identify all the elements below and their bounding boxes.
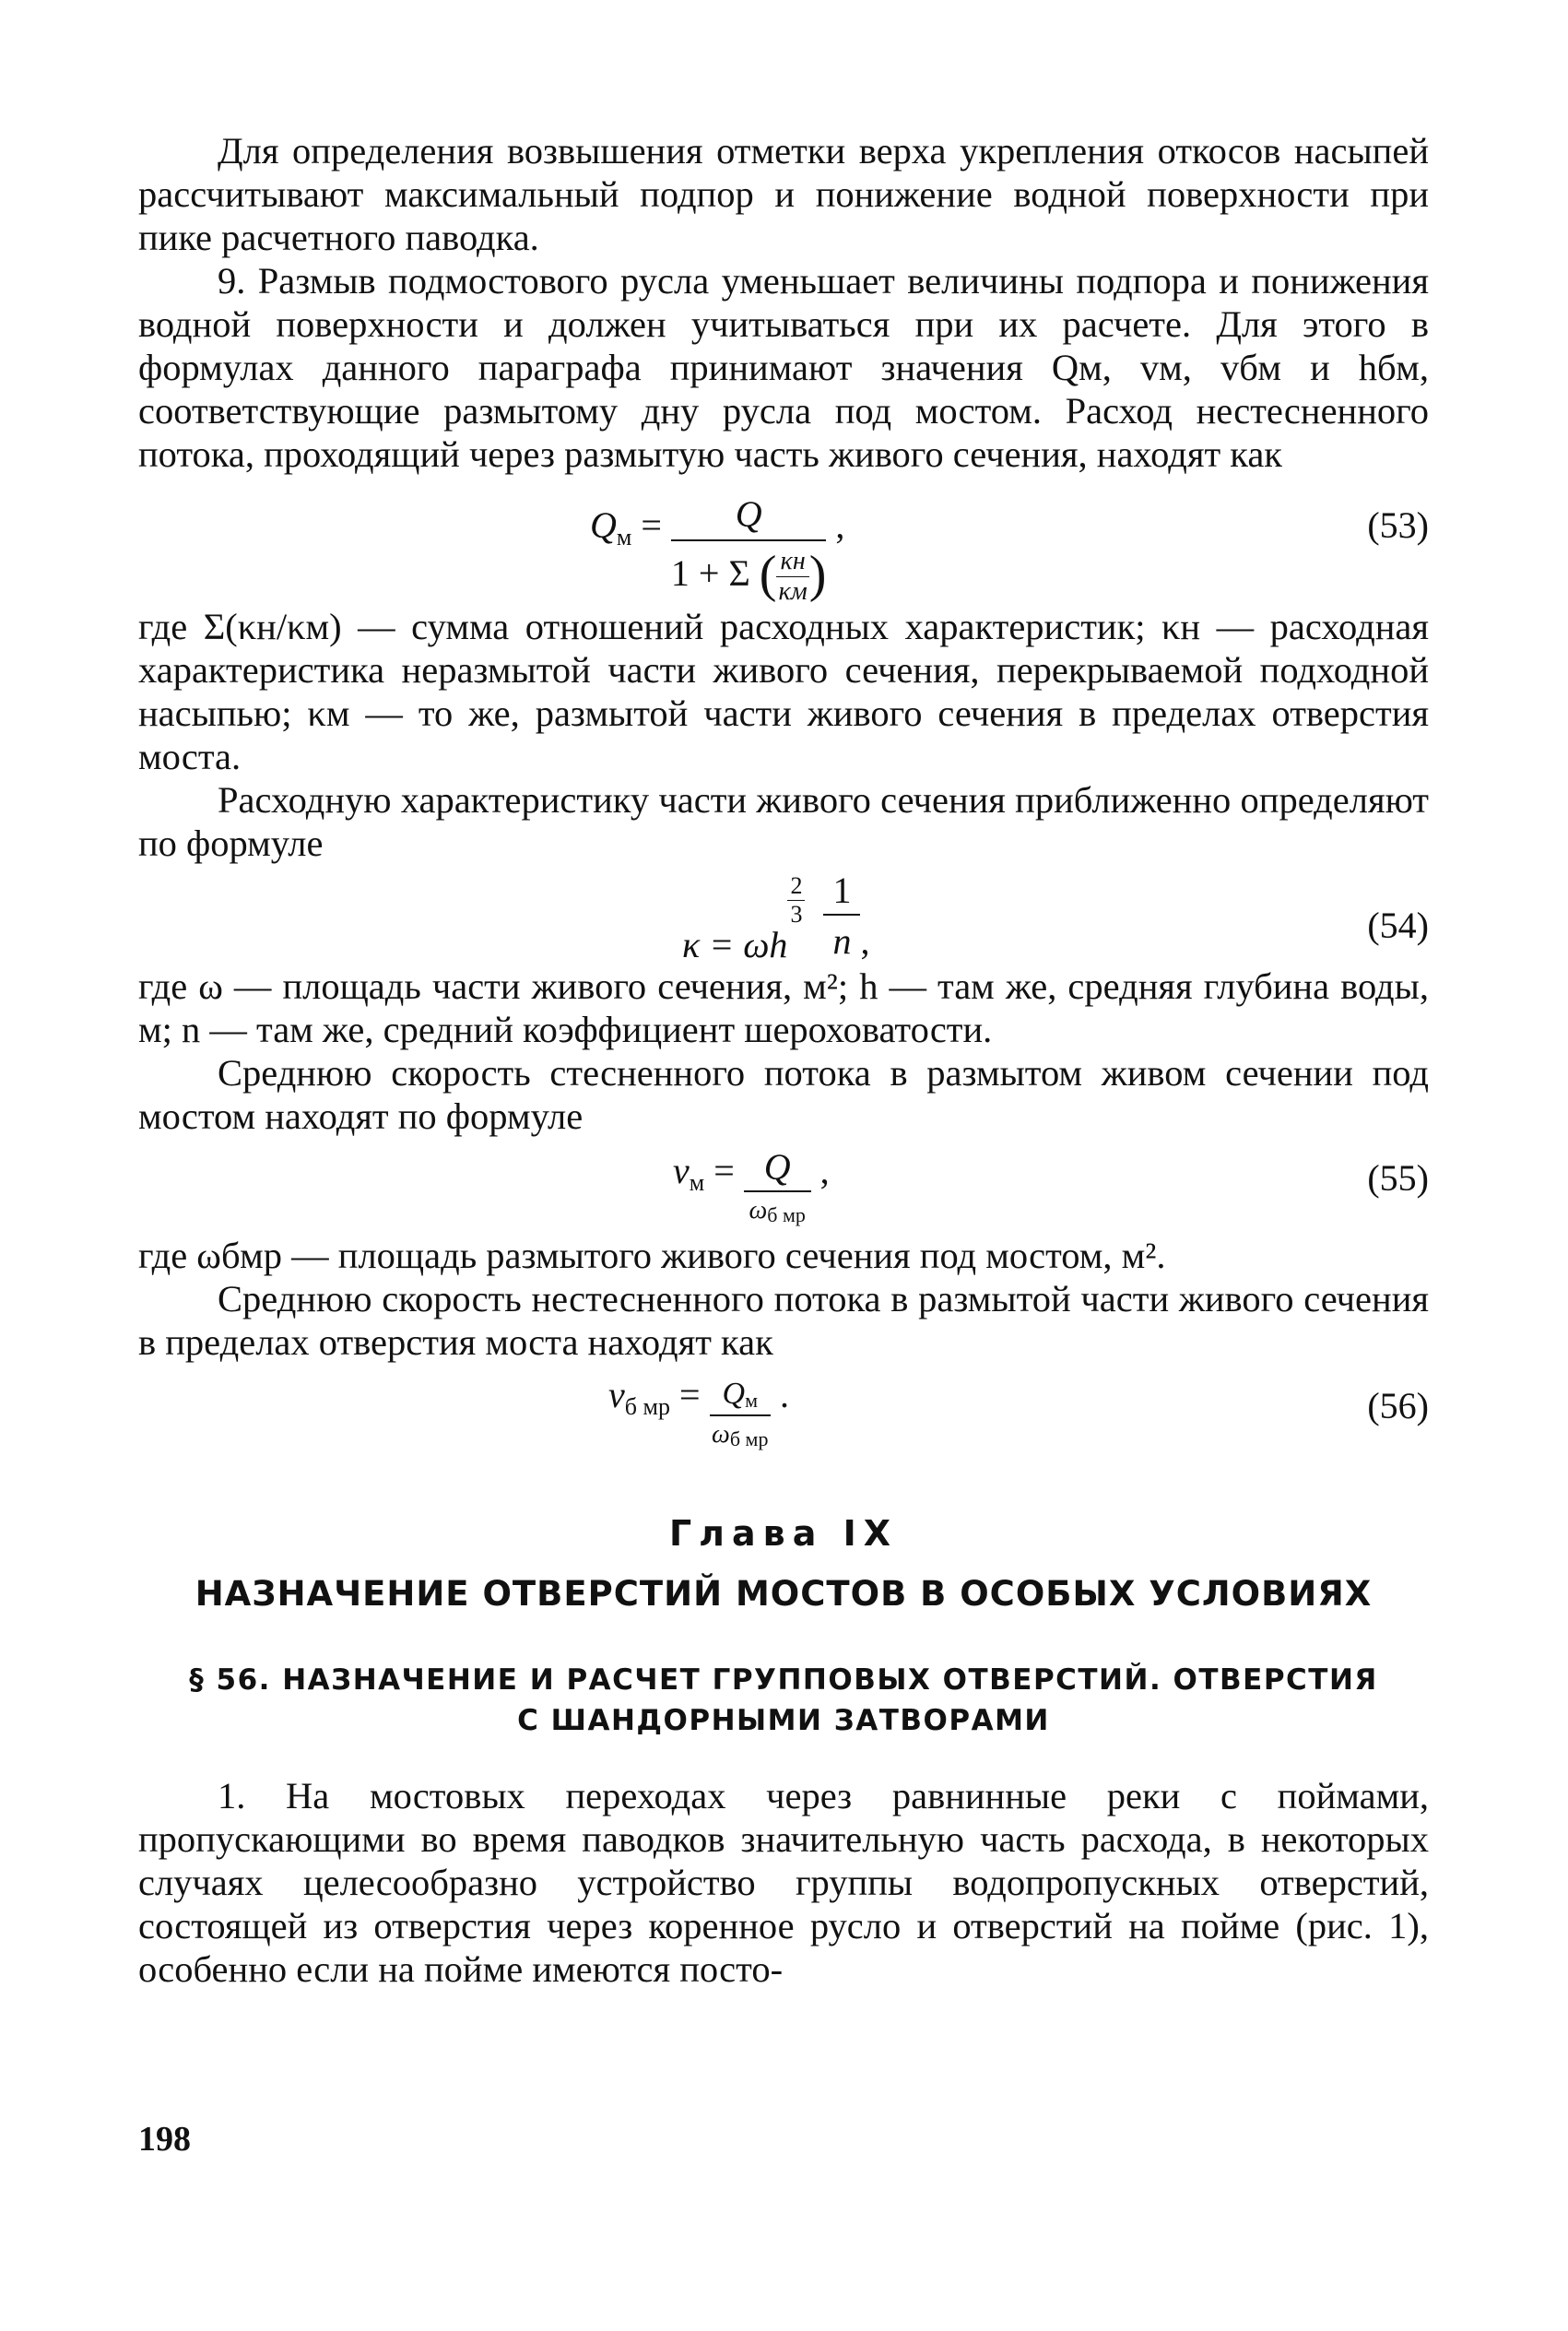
formula-53-inner-fraction: $\frac{\kappa н}{\kappa м}$	[776, 547, 808, 607]
formula-55-fraction: $\frac{Q}{\text{ωб мр}}$	[744, 1145, 811, 1227]
formula-54-lhs: κ = ωh	[682, 924, 788, 965]
formula-53-numerator: Q	[671, 492, 827, 541]
paragraph-where-omega-bmr: где ωбмр — площадь размытого живого сечения под мостом, м².	[138, 1235, 1166, 1276]
formula-53-lhs: Q	[590, 504, 617, 546]
formula-53-fraction	[671, 492, 827, 607]
formula-53-lhs-sub: м	[616, 524, 632, 550]
section-title-line-1: § 56. НАЗНАЧЕНИЕ И РАСЧЕТ ГРУППОВЫХ ОТВЕРСТИЙ. ОТВЕРСТИЯ	[189, 1663, 1378, 1697]
formula-53: $Q_м$ = Q 1 + Σ ( $\frac{\kappa н}{\kappa м}$ ) , (53)	[590, 493, 1429, 607]
formula-54-exponent: $\frac{2}{3}$	[787, 872, 805, 929]
formula-56-lhs: v	[608, 1374, 625, 1415]
document-page	[138, 129, 1429, 1991]
equation-number-53: (53)	[1367, 504, 1429, 546]
formula-54-fraction: $\frac{1}{n}$	[823, 869, 860, 963]
equation-number-55: (55)	[1367, 1157, 1429, 1199]
formula-56: $v_{б мр}$ = $\frac{Qм}{\text{ωб мр}}$ . (56)	[608, 1374, 1429, 1450]
formula-55-lhs: v	[673, 1150, 690, 1191]
equation-number-54: (54)	[1367, 905, 1429, 946]
chapter-title: НАЗНАЧЕНИЕ ОТВЕРСТИЙ МОСТОВ В ОСОБЫХ УСЛОВИЯХ	[195, 1574, 1373, 1614]
formula-54: κ = ωh $\frac{2}{3}$ $\frac{1}{n}$ , (54)	[682, 870, 1429, 965]
formula-53-denominator: 1 + Σ ( $\frac{\kappa н}{\kappa м}$ )	[670, 546, 827, 607]
section-title-line-2: С ШАНДОРНЫМИ ЗАТВОРАМИ	[517, 1704, 1050, 1737]
equation-number-56: (56)	[1367, 1385, 1429, 1426]
formula-55: $v_м$ = $\frac{Q}{\text{ωб мр}}$ , (55)	[673, 1146, 1429, 1226]
paragraph-where-sum: где Σ(κн/κм) — сумма отношений расходных характеристик; κн — расходная характеристика неразмытой части живого сечения, перекрываемой подходной насыпью; κм — то же, размытой части живого сечения в пределах отверстия моста.	[138, 606, 1429, 777]
paragraph-flow-characteristic: Расходную характеристику части живого сечения приближенно определяют по формуле	[138, 779, 1429, 864]
paragraph-uplift-marks: Для определения возвышения отметки верха укрепления откосов насыпей рассчитывают максимальный подпор и понижение водной поверхности при пике расчетного паводка.	[138, 130, 1429, 258]
paragraph-mean-velocity-constricted: Среднюю скорость стесненного потока в размытом живом сечении под мостом находят по формуле	[138, 1052, 1429, 1137]
paragraph-where-omega: где ω — площадь части живого сечения, м²; h — там же, средняя глубина воды, м; n — там же, средний коэффициент шероховатости.	[138, 965, 1429, 1050]
paragraph-mean-velocity-unconstricted: Среднюю скорость нестесненного потока в размытой части живого сечения в пределах отверстия моста находят как	[138, 1278, 1429, 1363]
page-number: 198	[138, 2120, 191, 2159]
paragraph-item-9: 9. Размыв подмостового русла уменьшает величины подпора и понижения водной поверхности и должен учитываться при их расчете. Для этого в формулах данного параграфа принимают значения Qм, vм, vбм и hбм, соответствующие размытому дну русла под мостом. Расход нестесненного потока, проходящий через размытую часть живого сечения, находят как	[138, 260, 1429, 475]
formula-56-fraction: $\frac{Qм}{\text{ωб мр}}$	[710, 1377, 771, 1451]
chapter-heading: Глава IX	[668, 1513, 899, 1554]
paragraph-group-openings: 1. На мостовых переходах через равнинные реки с поймами, пропускающими во время паводков значительную часть расхода, в некоторых случаях целесообразно устройство группы водопропускных отверстий, состоящей из отверстия через коренное русло и отверстий на пойме (рис. 1), особенно если на пойме имеются посто-	[138, 1775, 1429, 1990]
